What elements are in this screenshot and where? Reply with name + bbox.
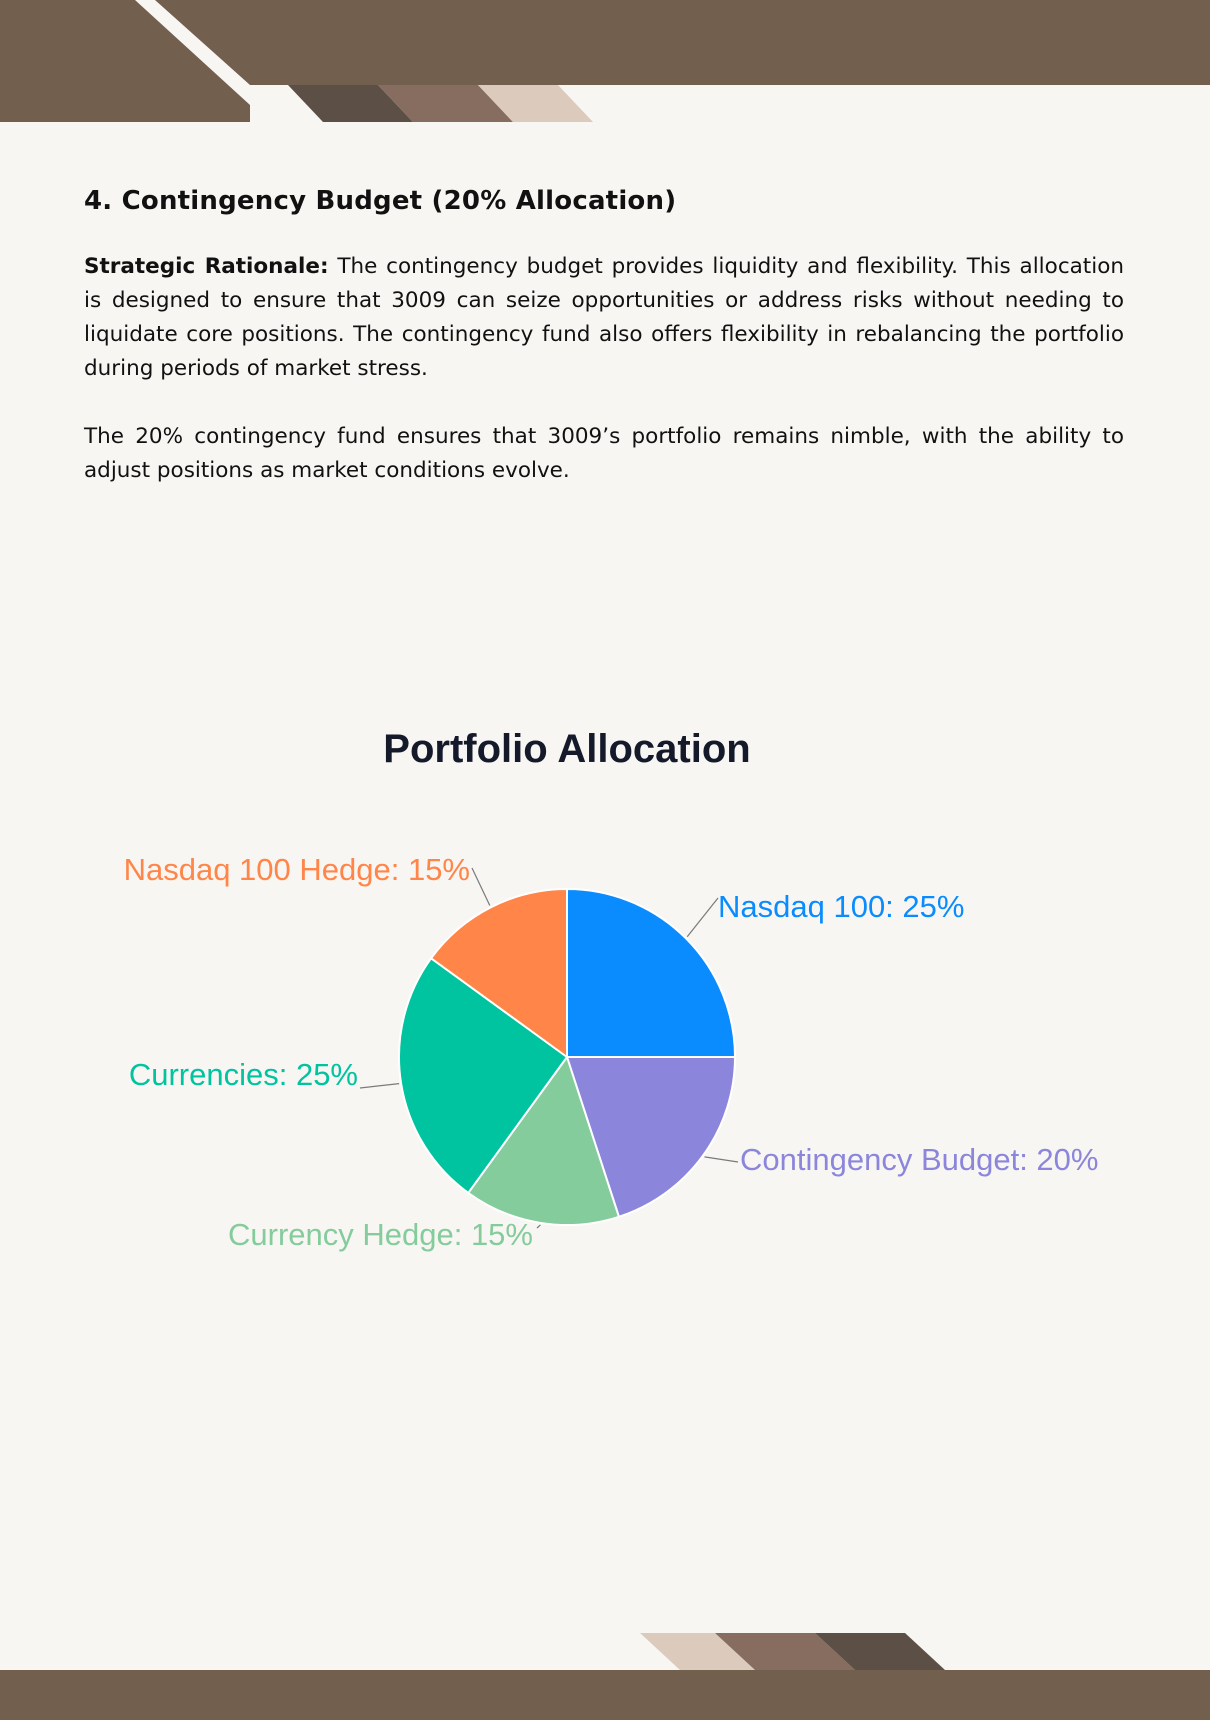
bottom-stripe-mid xyxy=(715,1633,855,1670)
pie-label-contingency-budget: Contingency Budget: 20% xyxy=(740,1142,1099,1177)
leader-line xyxy=(537,1225,540,1228)
contingency-summary-paragraph: The 20% contingency fund ensures that 3009’s portfolio remains nimble, with the ability to adjust positions as market conditions evolve. xyxy=(84,424,1124,483)
leader-line xyxy=(472,868,490,906)
pie-slices xyxy=(399,889,735,1225)
pie-slice-nasdaq-100 xyxy=(567,889,735,1057)
portfolio-allocation-pie-chart xyxy=(0,700,1210,1300)
leader-line xyxy=(360,1084,399,1088)
section-heading: 4. Contingency Budget (20% Allocation) xyxy=(84,186,677,216)
bottom-stripe-light xyxy=(640,1633,755,1670)
pie-label-currencies: Currencies: 25% xyxy=(128,1057,358,1092)
strategic-rationale-paragraph xyxy=(84,250,1124,386)
pie-label-currency-hedge: Currency Hedge: 15% xyxy=(228,1217,533,1252)
bottom-band xyxy=(0,1670,1210,1720)
top-band xyxy=(0,0,1210,122)
strategic-rationale-label: Strategic Rationale: xyxy=(84,254,329,279)
bottom-stripe-dark xyxy=(815,1633,945,1670)
leader-line xyxy=(705,1157,739,1162)
chart-title: Portfolio Allocation xyxy=(383,727,751,771)
pie-label-nasdaq-100-hedge: Nasdaq 100 Hedge: 15% xyxy=(123,852,470,887)
strategic-rationale-text: The contingency budget provides liquidity and flexibility. This allocation is designed to ensure that 3009 can seize opportunities or address risks without needing to liquidate core positions. The contingency fund also offers flexibility in rebalancing the portfolio during periods of market stress. xyxy=(84,254,1124,381)
section-content xyxy=(84,186,1124,488)
leader-line xyxy=(687,898,718,937)
top-banner-decoration xyxy=(0,0,1210,130)
pie-label-nasdaq-100: Nasdaq 100: 25% xyxy=(718,889,965,924)
